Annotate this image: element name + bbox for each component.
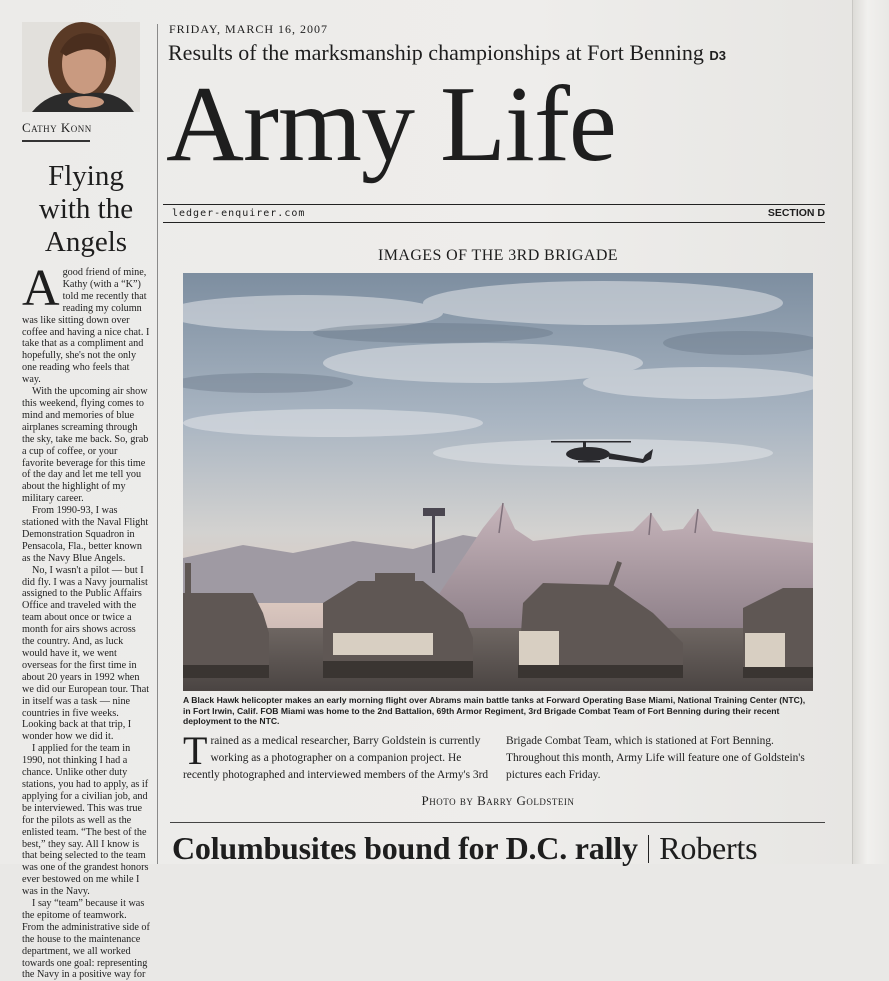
masthead: Army Life (166, 65, 616, 184)
feature-story (183, 728, 813, 784)
photo-credit: Photo by Barry Goldstein (421, 793, 575, 808)
column-left (22, 22, 150, 981)
feature-photo (183, 273, 813, 691)
promo-page: D3 (709, 48, 727, 63)
bottom-headline-text: Columbusites bound for D.C. rally (172, 830, 638, 866)
story-text: rained as a medical researcher, Barry Goldstein is currently working as a photographer on a companion project. He recently photographed and interviewed members of the Army's 3rd Brigade Combat Team, which is stationed at Fort Benning. Throughout this month, Army Life will feature one of Goldstein's pictures each Friday. (183, 735, 805, 781)
section-label: SECTION D (767, 207, 825, 219)
column-dropcap: A (22, 260, 60, 317)
bottom-headline[interactable] (172, 830, 757, 867)
byline-rule (22, 140, 90, 142)
dateline: FRIDAY, MARCH 16, 2007 (169, 22, 329, 36)
bottom-rule (170, 822, 825, 823)
column-paragraph: I applied for the team in 1990, not thinking I had a chance. Unlike other duty stations, you had to apply, as if applying for a civilian job, and be interviewed. This was true for the pilots as well as the enlisted team. “The best of the best,” they say. All I know is that being selected to the team was one of the grandest honors ever bestowed on me while I was in the Navy. (22, 743, 149, 898)
column-title (22, 160, 150, 259)
column-divider (157, 24, 158, 864)
column-body (22, 260, 150, 981)
column-paragraph: I say “team” because it was the epitome of teamwork. From the administrative side of the house to the maintenance department, we all worked towards one goal: representing the Navy in a positive way for (22, 898, 150, 981)
masthead-rule-bottom (163, 222, 825, 223)
feature-kicker: IMAGES OF THE 3RD BRIGADE (378, 247, 618, 264)
headline-separator (648, 835, 650, 863)
column-title-line: with the (38, 193, 134, 225)
column-paragraph-text: good friend of mine, Kathy (with a “K”) told me recently that reading my column was like sitting down over coffee and having a nice chat. I take that as a compliment and hopefully, she's not the only one reading who feels that way. (22, 267, 150, 386)
author-photo (22, 22, 140, 112)
photo-caption: A Black Hawk helicopter makes an early morning flight over Abrams main battle tanks at Forward Operating Base Miami, National Training Center (NTC), in Fort Irwin, Calif. FOB Miami was home to the 2nd Battalion, 69th Armor Regiment, 3rd Brigade Combat Team of Fort Benning during their recent deployment to the NTC. (183, 695, 806, 727)
column-title-line: Flying (48, 160, 124, 192)
author-byline: Cathy Konn (22, 120, 92, 135)
column-paragraph: With the upcoming air show this weekend, flying comes to mind and memories of blue airplanes screaming through the sky, take me back. So, grab a cup of coffee, or your favorite beverage for this time of the day and let me tell you about the highlight of my military career. (22, 386, 149, 505)
column-paragraph (22, 260, 150, 386)
column-paragraph: No, I wasn't a pilot — but I did fly. I was a Navy journalist assigned to the Public Affairs Office and traveled with the team about once or twice a month for airs shows across the country. And, as luck would have it, we went overseas for the first time in about 20 years in 1992 when we did our European tour. That in itself was a task — nine countries in five weeks. Looking back at that trip, I wonder how we did it. (22, 564, 150, 743)
column-title-line: Angels (44, 226, 128, 258)
page-edge (852, 0, 889, 864)
masthead-rule-top (163, 204, 825, 205)
promo-text: Results of the marksmanship championships at Fort Benning (168, 40, 704, 65)
column-paragraph: From 1990-93, I was stationed with the Naval Flight Demonstration Squadron in Pensacola, Fla., better known as the Navy Blue Angels. (22, 505, 149, 564)
story-dropcap: T (183, 728, 208, 773)
bottom-headline-second: Roberts (659, 830, 758, 866)
website-url[interactable]: ledger-enquirer.com (172, 208, 306, 219)
